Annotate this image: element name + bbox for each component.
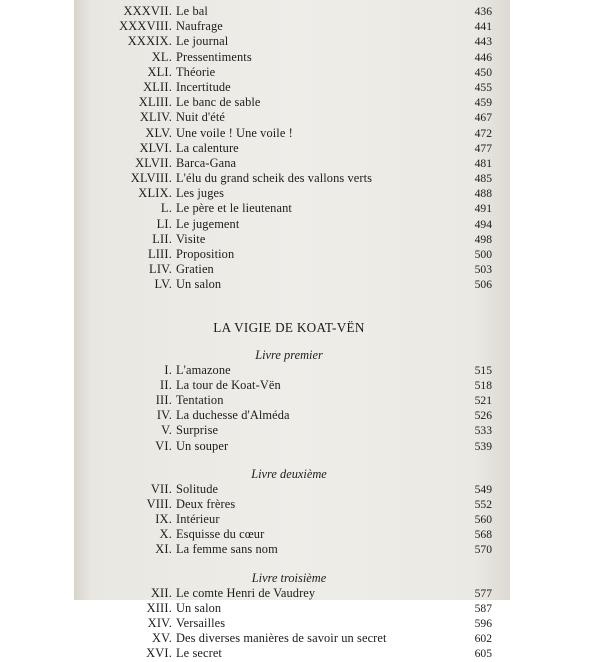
page-number: 515: [474, 363, 492, 377]
chapter-number: L.: [160, 201, 172, 216]
page-number: 560: [474, 513, 492, 527]
chapter-number: XLIV.: [139, 110, 172, 125]
chapter-number: XII.: [150, 585, 172, 600]
chapter-title: Le bal: [176, 4, 208, 18]
chapter-title: Barca-Gana: [176, 155, 237, 170]
book-title-2: Livre deuxième: [251, 466, 327, 481]
page-number: 467: [474, 111, 492, 125]
chapter-title: L'élu du grand scheik des vallons verts: [176, 171, 373, 186]
toc-entry: [96, 512, 492, 527]
chapter-number: XL.: [151, 49, 172, 64]
chapter-number: I.: [164, 362, 172, 377]
toc-entry: [96, 616, 492, 631]
chapter-number: XIII.: [146, 600, 172, 615]
book-title-1: Livre premier: [255, 347, 323, 362]
chapter-title: Tentation: [176, 392, 224, 407]
page-number: 577: [474, 586, 492, 600]
chapter-number: XLVI.: [139, 140, 172, 155]
chapter-number: IV.: [156, 408, 172, 423]
spacer: [96, 337, 492, 347]
page-number: 533: [474, 424, 492, 438]
page-number: 481: [474, 156, 492, 170]
toc-entry: [96, 439, 492, 454]
chapter-title: Le comte Henri de Vaudrey: [176, 585, 316, 600]
spacer: [96, 454, 492, 466]
chapter-number: LI.: [156, 216, 172, 231]
page-number: 472: [474, 126, 492, 140]
toc-entry: [96, 363, 492, 378]
chapter-number: XXXVIII.: [119, 19, 172, 34]
toc-entry: [96, 601, 492, 616]
page-number: 605: [474, 647, 492, 661]
toc-entry: [96, 50, 492, 65]
chapter-title: Un salon: [176, 600, 222, 615]
toc-entry: [96, 247, 492, 262]
chapter-number: LIII.: [147, 247, 172, 261]
chapter-number: XI.: [155, 542, 172, 557]
chapter-number: VII.: [150, 481, 172, 496]
toc-entry: [96, 527, 492, 542]
page-number: 596: [474, 617, 492, 630]
book-1-chapters: [96, 363, 492, 454]
chapter-title: Le jugement: [176, 216, 240, 231]
chapter-number: XLII.: [143, 79, 172, 94]
book-3-chapters: [96, 586, 492, 662]
page-number: 552: [474, 497, 492, 511]
toc-entry: [96, 80, 492, 95]
page-number: 521: [474, 393, 492, 407]
toc-entry: [96, 110, 492, 125]
chapter-number: XLI.: [147, 64, 172, 79]
chapter-number: VIII.: [146, 496, 172, 511]
toc-entry: [96, 497, 492, 512]
chapter-title: Incertitude: [176, 79, 231, 94]
page-number: 602: [474, 632, 492, 646]
toc-entry: [96, 232, 492, 247]
page-number: 455: [474, 80, 492, 94]
chapter-number: IX.: [155, 512, 172, 527]
chapter-title: Le banc de sable: [176, 95, 261, 110]
chapter-title: Esquisse du cœur: [176, 527, 265, 542]
toc-entry: [96, 156, 492, 171]
chapter-title: Visite: [176, 231, 206, 246]
book-title-3: Livre troisième: [251, 570, 327, 585]
spacer: [96, 558, 492, 570]
chapter-title: Gratien: [176, 262, 214, 277]
page-number: 477: [474, 141, 492, 155]
page-number: 459: [474, 96, 492, 110]
page-number: 568: [474, 528, 492, 542]
chapter-number: XXXVII.: [123, 4, 172, 18]
table-of-contents: [96, 4, 492, 662]
page-number: 485: [474, 172, 492, 186]
chapter-title: Deux frères: [176, 496, 236, 511]
page-number: 446: [474, 50, 492, 64]
chapter-title: Le père et le lieutenant: [176, 201, 292, 216]
toc-entry: [96, 141, 492, 156]
toc-entry: [96, 262, 492, 277]
chapter-title: Pressentiments: [176, 49, 252, 64]
toc-entry: [96, 126, 492, 141]
chapter-number: V.: [161, 423, 172, 438]
chapter-title: Naufrage: [176, 19, 223, 34]
chapter-title: La calenture: [176, 140, 239, 155]
page-number: 450: [474, 65, 492, 79]
chapter-title: La duchesse d'Alméda: [176, 408, 290, 423]
chapter-title: Des diverses manières de savoir un secret: [176, 631, 387, 646]
page-number: 494: [474, 217, 492, 231]
toc-entry: [96, 19, 492, 34]
page-number: 518: [474, 378, 492, 392]
toc-entry: [96, 482, 492, 497]
toc-entry: [96, 408, 492, 423]
chapter-title: Surprise: [176, 423, 219, 438]
page-number: 436: [474, 5, 492, 18]
page-number: 503: [474, 263, 492, 277]
page-number: 498: [474, 232, 492, 246]
page-number: 500: [474, 248, 492, 261]
page-number: 587: [474, 601, 492, 615]
chapter-title: Théorie: [176, 64, 216, 79]
chapter-title: Le journal: [176, 34, 229, 49]
chapter-number: LIV.: [149, 262, 172, 277]
page-number: 526: [474, 409, 492, 423]
toc-entry: [96, 201, 492, 216]
toc-entry: [96, 277, 492, 292]
toc-entry: [96, 65, 492, 80]
chapter-title: Le secret: [176, 646, 222, 661]
page-number: 570: [474, 543, 492, 557]
toc-entry: [96, 542, 492, 557]
chapter-title: La tour de Koat-Vën: [176, 377, 281, 392]
page-number: 443: [474, 35, 492, 49]
toc-entry: [96, 186, 492, 201]
chapter-number: XIV.: [147, 616, 172, 630]
toc-entry: [96, 4, 492, 19]
page-number: 549: [474, 482, 492, 496]
toc-entry: [96, 171, 492, 186]
chapter-number: LII.: [152, 231, 172, 246]
toc-entry: [96, 393, 492, 408]
chapter-number: II.: [160, 377, 172, 392]
toc-part-one: [96, 4, 492, 293]
toc-entry: [96, 423, 492, 438]
chapter-title: Intérieur: [176, 512, 220, 527]
chapter-number: X.: [159, 527, 172, 542]
chapter-number: XV.: [152, 631, 172, 646]
chapter-number: XLVIII.: [130, 171, 172, 186]
chapter-title: Nuit d'été: [176, 110, 225, 125]
chapter-number: VI.: [155, 438, 172, 453]
chapter-title: Un souper: [176, 438, 229, 453]
chapter-title: Un salon: [176, 277, 222, 292]
chapter-number: LV.: [154, 277, 172, 292]
chapter-number: XLVII.: [135, 155, 172, 170]
spacer: [96, 293, 492, 319]
chapter-title: L'amazone: [176, 362, 231, 377]
toc-entry: [96, 34, 492, 49]
chapter-title: Proposition: [176, 247, 235, 261]
chapter-title: Versailles: [176, 616, 226, 630]
chapter-title: La femme sans nom: [176, 542, 278, 557]
toc-entry: [96, 631, 492, 646]
page-number: 506: [474, 278, 492, 292]
section-title: LA VIGIE DE KOAT-VËN: [213, 319, 365, 335]
toc-entry: [96, 95, 492, 110]
page-number: 539: [474, 439, 492, 453]
chapter-number: XLIX.: [138, 186, 172, 201]
page-number: 491: [474, 202, 492, 216]
toc-entry: [96, 586, 492, 601]
book-2-chapters: [96, 482, 492, 558]
page-number: 441: [474, 20, 492, 34]
chapter-number: XLV.: [145, 125, 172, 140]
chapter-number: XXXIX.: [127, 34, 172, 49]
toc-entry: [96, 378, 492, 393]
chapter-title: Les juges: [176, 186, 225, 201]
chapter-number: XLIII.: [138, 95, 172, 110]
toc-entry: [96, 646, 492, 661]
toc-entry: [96, 217, 492, 232]
page-number: 488: [474, 187, 492, 201]
chapter-title: Une voile ! Une voile !: [176, 125, 293, 140]
chapter-number: III.: [155, 392, 172, 407]
chapter-number: XVI.: [146, 646, 172, 661]
chapter-title: Solitude: [176, 481, 219, 496]
